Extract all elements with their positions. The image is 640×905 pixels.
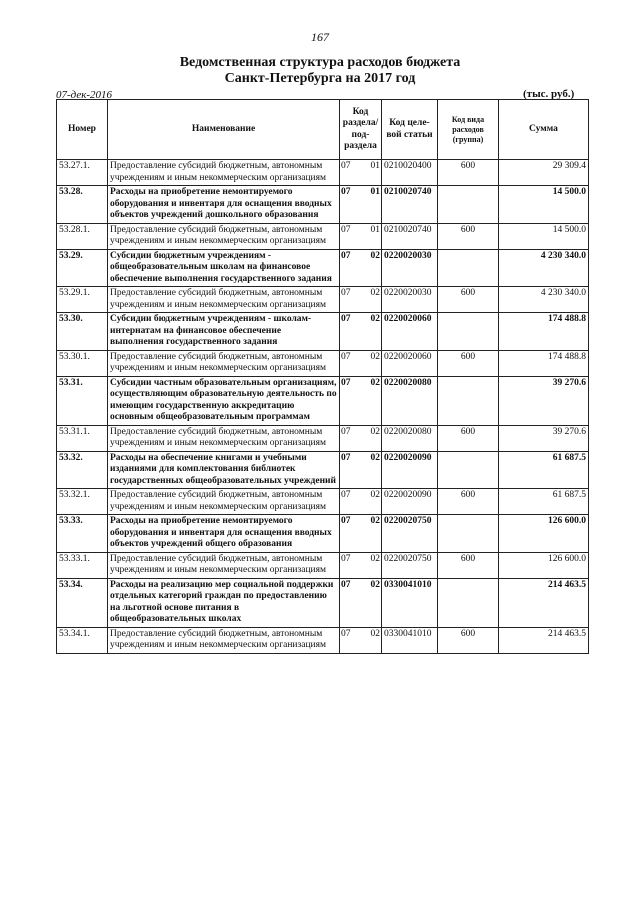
section-code: 07 (341, 250, 351, 261)
row-number: 53.30. (57, 313, 108, 351)
budget-table (56, 99, 589, 654)
subsection-code: 02 (370, 553, 380, 564)
row-name: Субсидии бюджетным учреждениям - школам-интернатам на финансовое обеспечение выполнения государственного задания (108, 313, 340, 351)
row-number: 53.32. (57, 451, 108, 489)
subsection-code: 02 (370, 516, 380, 526)
section-code: 07 (341, 351, 351, 362)
row-target-code: 0210020740 (382, 186, 438, 224)
row-name: Предоставление субсидий бюджетным, автономным учреждениям и иным некоммерческим организациям (108, 287, 340, 313)
row-section-code (340, 489, 382, 515)
row-expense-code (438, 249, 499, 287)
section-code: 07 (341, 224, 351, 235)
row-name: Расходы на обеспечение книгами и учебными изданиями для комплектования библиотек государственных общеобразовательных учреждений (108, 451, 340, 489)
subsection-code: 02 (370, 426, 380, 437)
section-code: 07 (341, 187, 351, 197)
header-sum: Сумма (499, 100, 589, 160)
row-section-code (340, 376, 382, 425)
subsection-code: 01 (370, 187, 380, 197)
subsection-code: 02 (370, 250, 380, 261)
row-name: Предоставление субсидий бюджетным, автономным учреждениям и иным некоммерческим организациям (108, 552, 340, 578)
row-section-code (340, 552, 382, 578)
section-code-pair (341, 629, 380, 641)
row-number: 53.31. (57, 376, 108, 425)
row-name: Расходы на реализацию мер социальной поддержки отдельных категорий граждан по предоставлению на льготной основе питания в общеобразовательных школах (108, 578, 340, 627)
subsection-code: 02 (370, 377, 380, 388)
header-expense: Код вида расходов (группа) (438, 100, 499, 160)
row-number: 53.29. (57, 249, 108, 287)
section-code-pair (341, 352, 380, 364)
row-section-code (340, 223, 382, 249)
row-target-code: 0220020060 (382, 350, 438, 376)
table-row (57, 627, 589, 653)
section-code: 07 (341, 579, 351, 590)
header-section: Код раздела/ под- раздела (340, 100, 382, 160)
row-sum: 14 500.0 (499, 186, 589, 224)
row-number: 53.32.1. (57, 489, 108, 515)
document-title (0, 55, 640, 87)
row-expense-code: 600 (438, 627, 499, 653)
row-number: 53.31.1. (57, 425, 108, 451)
section-code: 07 (341, 426, 351, 437)
section-code: 07 (341, 628, 351, 639)
subsection-code: 01 (370, 161, 380, 171)
row-sum: 126 600.0 (499, 515, 589, 553)
section-code-pair (341, 580, 380, 592)
section-code: 07 (341, 516, 351, 526)
row-sum: 4 230 340.0 (499, 287, 589, 313)
table-row (57, 376, 589, 425)
header-name: Наименование (108, 100, 340, 160)
subsection-code: 02 (370, 628, 380, 639)
row-section-code (340, 186, 382, 224)
row-target-code: 0220020030 (382, 249, 438, 287)
row-section-code (340, 249, 382, 287)
table-row (57, 313, 589, 351)
row-section-code (340, 451, 382, 489)
section-code-pair (341, 251, 380, 263)
row-number: 53.28. (57, 186, 108, 224)
row-number: 53.33. (57, 515, 108, 553)
row-sum: 126 600.0 (499, 552, 589, 578)
table-row (57, 160, 589, 186)
section-code: 07 (341, 490, 351, 500)
row-section-code (340, 350, 382, 376)
row-target-code: 0330041010 (382, 578, 438, 627)
row-target-code: 0330041010 (382, 627, 438, 653)
table-row (57, 287, 589, 313)
row-number: 53.34. (57, 578, 108, 627)
row-target-code: 0220020750 (382, 515, 438, 553)
page-number: 167 (311, 30, 329, 44)
row-expense-code (438, 451, 499, 489)
row-section-code (340, 160, 382, 186)
row-number: 53.34.1. (57, 627, 108, 653)
table-row (57, 425, 589, 451)
row-section-code (340, 287, 382, 313)
row-number: 53.28.1. (57, 223, 108, 249)
row-number: 53.27.1. (57, 160, 108, 186)
header-number: Номер (57, 100, 108, 160)
row-name: Предоставление субсидий бюджетным, автономным учреждениям и иным некоммерческим организациям (108, 223, 340, 249)
row-expense-code (438, 313, 499, 351)
table-row (57, 249, 589, 287)
section-code-pair (341, 554, 380, 566)
table-row (57, 350, 589, 376)
row-sum: 174 488.8 (499, 313, 589, 351)
row-sum: 29 309.4 (499, 160, 589, 186)
title-line-1: Ведомственная структура расходов бюджета (179, 55, 461, 70)
row-sum: 61 687.5 (499, 451, 589, 489)
section-code-pair (341, 187, 380, 199)
row-target-code: 0220020090 (382, 489, 438, 515)
row-target-code: 0220020090 (382, 451, 438, 489)
section-code-pair (341, 516, 380, 528)
subsection-code: 02 (370, 579, 380, 590)
table-row (57, 223, 589, 249)
row-expense-code: 600 (438, 223, 499, 249)
row-target-code: 0210020400 (382, 160, 438, 186)
document-date: 07-дек-2016 (56, 89, 113, 101)
table-row (57, 489, 589, 515)
row-name: Субсидии бюджетным учреждениям - общеобразовательным школам на финансовое обеспечение выполнения государственного задания (108, 249, 340, 287)
section-code: 07 (341, 553, 351, 564)
section-code: 07 (341, 452, 351, 463)
row-expense-code: 600 (438, 552, 499, 578)
row-sum: 39 270.6 (499, 376, 589, 425)
row-sum: 174 488.8 (499, 350, 589, 376)
table-header-row (57, 100, 589, 160)
row-target-code: 0220020030 (382, 287, 438, 313)
title-line-2: Санкт-Петербурга на 2017 год (224, 71, 416, 86)
subsection-code: 02 (370, 452, 380, 463)
table-row (57, 578, 589, 627)
row-section-code (340, 627, 382, 653)
row-expense-code (438, 515, 499, 553)
section-code-pair (341, 490, 380, 502)
row-expense-code (438, 186, 499, 224)
row-name: Предоставление субсидий бюджетным, автономным учреждениям и иным некоммерческим организациям (108, 160, 340, 186)
row-number: 53.30.1. (57, 350, 108, 376)
row-expense-code: 600 (438, 425, 499, 451)
section-code-pair (341, 225, 380, 237)
row-name: Расходы на приобретение немонтируемого оборудования и инвентаря для оснащения вводных объектов учреждений дошкольного образования (108, 186, 340, 224)
subsection-code: 02 (370, 314, 380, 324)
row-expense-code: 600 (438, 350, 499, 376)
row-expense-code (438, 578, 499, 627)
section-code: 07 (341, 377, 351, 388)
row-name: Предоставление субсидий бюджетным, автономным учреждениям и иным некоммерческим организациям (108, 425, 340, 451)
table-row (57, 552, 589, 578)
row-sum: 14 500.0 (499, 223, 589, 249)
section-code-pair (341, 378, 380, 390)
row-name: Предоставление субсидий бюджетным, автономным учреждениям и иным некоммерческим организациям (108, 627, 340, 653)
row-target-code: 0210020740 (382, 223, 438, 249)
row-target-code: 0220020080 (382, 425, 438, 451)
section-code-pair (341, 427, 380, 439)
table-row (57, 451, 589, 489)
row-sum: 4 230 340.0 (499, 249, 589, 287)
section-code-pair (341, 288, 380, 300)
section-code: 07 (341, 161, 351, 171)
row-name: Субсидии частным образовательным организациям, осуществляющим образовательную деятельность по имеющим государственную аккредитацию основным общеобразовательным программам (108, 376, 340, 425)
row-section-code (340, 313, 382, 351)
row-expense-code (438, 376, 499, 425)
row-expense-code: 600 (438, 287, 499, 313)
row-number: 53.29.1. (57, 287, 108, 313)
row-target-code: 0220020080 (382, 376, 438, 425)
section-code: 07 (341, 314, 351, 324)
row-section-code (340, 578, 382, 627)
row-section-code (340, 515, 382, 553)
row-expense-code: 600 (438, 489, 499, 515)
row-sum: 214 463.5 (499, 627, 589, 653)
section-code: 07 (341, 288, 351, 298)
table-row (57, 515, 589, 553)
row-sum: 39 270.6 (499, 425, 589, 451)
section-code-pair (341, 161, 380, 173)
table-row (57, 186, 589, 224)
row-sum: 61 687.5 (499, 489, 589, 515)
row-target-code: 0220020750 (382, 552, 438, 578)
subsection-code: 02 (370, 351, 380, 362)
row-expense-code: 600 (438, 160, 499, 186)
subsection-code: 02 (370, 490, 380, 500)
section-code-pair (341, 314, 380, 326)
units-label: (тыс. руб.) (523, 88, 575, 100)
row-name: Предоставление субсидий бюджетным, автономным учреждениям и иным некоммерческим организациям (108, 489, 340, 515)
header-target: Код целе- вой статьи (382, 100, 438, 160)
row-name: Предоставление субсидий бюджетным, автономным учреждениям и иным некоммерческим организациям (108, 350, 340, 376)
row-number: 53.33.1. (57, 552, 108, 578)
row-target-code: 0220020060 (382, 313, 438, 351)
row-sum: 214 463.5 (499, 578, 589, 627)
section-code-pair (341, 453, 380, 465)
row-section-code (340, 425, 382, 451)
subsection-code: 01 (370, 224, 380, 235)
subsection-code: 02 (370, 288, 380, 298)
row-name: Расходы на приобретение немонтируемого оборудования и инвентаря для оснащения вводных объектов учреждений общего образования (108, 515, 340, 553)
